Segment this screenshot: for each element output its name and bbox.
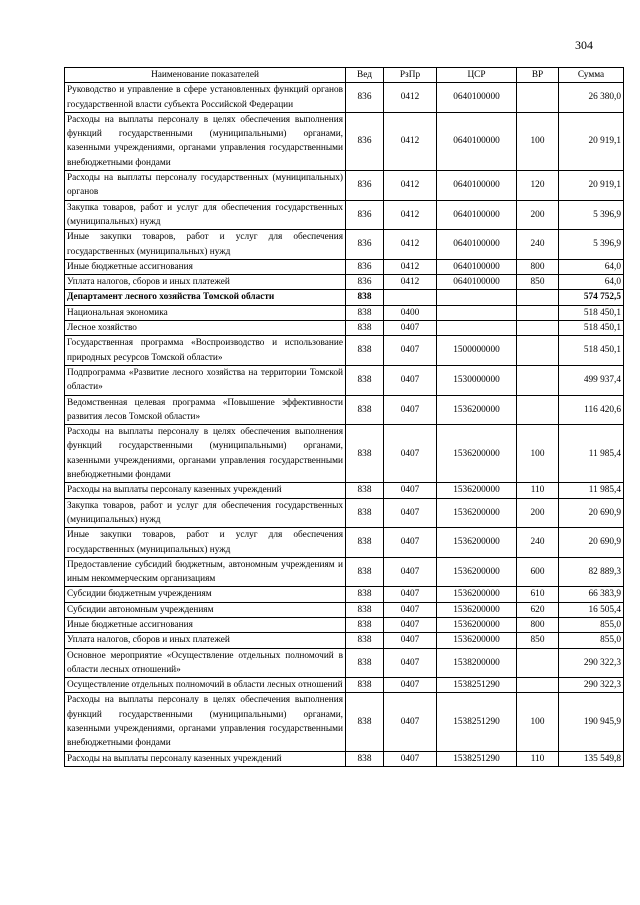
- cell-sum: 11 985,4: [559, 425, 624, 483]
- cell-csr: 0640100000: [437, 275, 517, 290]
- cell-sum: 64,0: [559, 259, 624, 274]
- cell-csr: 1538251290: [437, 693, 517, 751]
- cell-sum: 135 549,8: [559, 751, 624, 766]
- cell-vr: 200: [517, 200, 559, 230]
- table-row: [65, 275, 624, 290]
- cell-vr: 120: [517, 171, 559, 201]
- cell-name: Лесное хозяйство: [65, 321, 346, 336]
- cell-csr: 1536200000: [437, 528, 517, 558]
- cell-name: Предоставление субсидий бюджетным, автономным учреждениям и иным некоммерческим организациям: [65, 557, 346, 587]
- cell-rzpr: 0412: [384, 112, 437, 170]
- cell-rzpr: 0412: [384, 230, 437, 260]
- cell-vr: 240: [517, 230, 559, 260]
- cell-rzpr: 0407: [384, 693, 437, 751]
- cell-ved: 838: [346, 498, 384, 528]
- cell-ved: 838: [346, 305, 384, 320]
- cell-vr: 110: [517, 483, 559, 498]
- cell-rzpr: 0412: [384, 200, 437, 230]
- cell-name: Департамент лесного хозяйства Томской области: [65, 290, 346, 305]
- cell-name: Основное мероприятие «Осуществление отдельных полномочий в области лесных отношений»: [65, 648, 346, 678]
- cell-csr: 1538200000: [437, 648, 517, 678]
- cell-sum: 82 889,3: [559, 557, 624, 587]
- table-row: [65, 290, 624, 305]
- cell-sum: 116 420,6: [559, 395, 624, 425]
- table-row: [65, 678, 624, 693]
- cell-ved: 838: [346, 678, 384, 693]
- cell-sum: 290 322,3: [559, 648, 624, 678]
- table-row: [65, 425, 624, 483]
- table-row: [65, 751, 624, 766]
- cell-sum: 290 322,3: [559, 678, 624, 693]
- cell-sum: 855,0: [559, 633, 624, 648]
- cell-sum: 64,0: [559, 275, 624, 290]
- cell-sum: 20 690,9: [559, 498, 624, 528]
- cell-vr: 100: [517, 112, 559, 170]
- cell-rzpr: 0407: [384, 678, 437, 693]
- column-header-sum: Сумма: [559, 68, 624, 83]
- table-row: [65, 336, 624, 366]
- cell-csr: 1536200000: [437, 483, 517, 498]
- cell-name: Ведомственная целевая программа «Повышение эффективности развития лесов Томской области»: [65, 395, 346, 425]
- cell-name: Субсидии бюджетным учреждениям: [65, 587, 346, 602]
- cell-csr: [437, 290, 517, 305]
- cell-rzpr: 0407: [384, 648, 437, 678]
- cell-ved: 838: [346, 648, 384, 678]
- cell-csr: 1530000000: [437, 365, 517, 395]
- budget-table: [64, 67, 624, 767]
- cell-ved: 836: [346, 275, 384, 290]
- cell-csr: 1536200000: [437, 587, 517, 602]
- page-number: 304: [575, 38, 593, 52]
- table-row: [65, 617, 624, 632]
- cell-vr: 110: [517, 751, 559, 766]
- cell-rzpr: 0412: [384, 171, 437, 201]
- cell-sum: 574 752,5: [559, 290, 624, 305]
- table-row: [65, 321, 624, 336]
- cell-ved: 838: [346, 321, 384, 336]
- table-row: [65, 633, 624, 648]
- table-row: [65, 171, 624, 201]
- cell-name: Подпрограмма «Развитие лесного хозяйства на территории Томской области»: [65, 365, 346, 395]
- cell-sum: 855,0: [559, 617, 624, 632]
- cell-rzpr: 0407: [384, 498, 437, 528]
- cell-name: Уплата налогов, сборов и иных платежей: [65, 633, 346, 648]
- cell-sum: 16 505,4: [559, 602, 624, 617]
- cell-vr: 850: [517, 633, 559, 648]
- cell-name: Иные закупки товаров, работ и услуг для обеспечения государственных (муниципальных) нужд: [65, 230, 346, 260]
- table-row: [65, 395, 624, 425]
- cell-vr: 100: [517, 425, 559, 483]
- cell-vr: [517, 290, 559, 305]
- cell-ved: 838: [346, 290, 384, 305]
- cell-sum: 518 450,1: [559, 305, 624, 320]
- cell-sum: 11 985,4: [559, 483, 624, 498]
- cell-vr: [517, 321, 559, 336]
- cell-csr: 1538251290: [437, 678, 517, 693]
- column-header-ved: Вед: [346, 68, 384, 83]
- cell-ved: 838: [346, 336, 384, 366]
- cell-ved: 836: [346, 112, 384, 170]
- cell-vr: 620: [517, 602, 559, 617]
- cell-vr: [517, 648, 559, 678]
- table-row: [65, 230, 624, 260]
- cell-name: Расходы на выплаты персоналу государственных (муниципальных) органов: [65, 171, 346, 201]
- cell-csr: [437, 321, 517, 336]
- cell-name: Иные закупки товаров, работ и услуг для обеспечения государственных (муниципальных) нужд: [65, 528, 346, 558]
- cell-rzpr: 0407: [384, 602, 437, 617]
- cell-csr: 1538251290: [437, 751, 517, 766]
- cell-csr: 0640100000: [437, 200, 517, 230]
- cell-csr: 1536200000: [437, 425, 517, 483]
- cell-rzpr: [384, 290, 437, 305]
- table-body: [65, 83, 624, 767]
- cell-name: Расходы на выплаты персоналу казенных учреждений: [65, 483, 346, 498]
- cell-name: Закупка товаров, работ и услуг для обеспечения государственных (муниципальных) нужд: [65, 498, 346, 528]
- table-row: [65, 259, 624, 274]
- cell-vr: 100: [517, 693, 559, 751]
- cell-ved: 838: [346, 693, 384, 751]
- cell-sum: 5 396,9: [559, 230, 624, 260]
- cell-csr: 1536200000: [437, 617, 517, 632]
- cell-ved: 838: [346, 528, 384, 558]
- cell-name: Осуществление отдельных полномочий в области лесных отношений: [65, 678, 346, 693]
- cell-sum: 20 919,1: [559, 171, 624, 201]
- cell-name: Государственная программа «Воспроизводство и использование природных ресурсов Томской области»: [65, 336, 346, 366]
- cell-ved: 838: [346, 395, 384, 425]
- cell-name: Иные бюджетные ассигнования: [65, 259, 346, 274]
- cell-ved: 838: [346, 751, 384, 766]
- cell-ved: 838: [346, 617, 384, 632]
- cell-name: Национальная экономика: [65, 305, 346, 320]
- table-row: [65, 498, 624, 528]
- cell-rzpr: 0407: [384, 425, 437, 483]
- cell-vr: 850: [517, 275, 559, 290]
- cell-csr: 1536200000: [437, 602, 517, 617]
- cell-vr: [517, 395, 559, 425]
- cell-csr: 1536200000: [437, 633, 517, 648]
- cell-rzpr: 0412: [384, 83, 437, 113]
- table-row: [65, 365, 624, 395]
- table-row: [65, 305, 624, 320]
- table-row: [65, 602, 624, 617]
- cell-ved: 836: [346, 83, 384, 113]
- cell-name: Расходы на выплаты персоналу казенных учреждений: [65, 751, 346, 766]
- cell-name: Расходы на выплаты персоналу в целях обеспечения выполнения функций государственными (муниципальными) органами, казенными учреждениями, органами управления государственными внебюджетными фондами: [65, 693, 346, 751]
- cell-rzpr: 0407: [384, 336, 437, 366]
- cell-vr: [517, 365, 559, 395]
- cell-rzpr: 0400: [384, 305, 437, 320]
- cell-vr: 610: [517, 587, 559, 602]
- table-row: [65, 557, 624, 587]
- cell-ved: 838: [346, 602, 384, 617]
- cell-rzpr: 0407: [384, 617, 437, 632]
- table-row: [65, 693, 624, 751]
- cell-ved: 836: [346, 171, 384, 201]
- cell-name: Субсидии автономным учреждениям: [65, 602, 346, 617]
- cell-sum: 499 937,4: [559, 365, 624, 395]
- cell-name: Расходы на выплаты персоналу в целях обеспечения выполнения функций государственными (муниципальными) органами, казенными учреждениями, органами управления государственными внебюджетными фондами: [65, 425, 346, 483]
- cell-csr: 0640100000: [437, 83, 517, 113]
- column-header-rzpr: РзПр: [384, 68, 437, 83]
- cell-csr: 1536200000: [437, 395, 517, 425]
- cell-ved: 838: [346, 365, 384, 395]
- cell-vr: [517, 83, 559, 113]
- table-row: [65, 200, 624, 230]
- cell-vr: 800: [517, 617, 559, 632]
- cell-csr: [437, 305, 517, 320]
- column-header-vr: ВР: [517, 68, 559, 83]
- cell-vr: 600: [517, 557, 559, 587]
- cell-rzpr: 0407: [384, 483, 437, 498]
- cell-sum: 518 450,1: [559, 321, 624, 336]
- cell-ved: 838: [346, 557, 384, 587]
- cell-rzpr: 0412: [384, 275, 437, 290]
- cell-rzpr: 0407: [384, 365, 437, 395]
- cell-ved: 838: [346, 633, 384, 648]
- cell-rzpr: 0412: [384, 259, 437, 274]
- cell-sum: 20 690,9: [559, 528, 624, 558]
- cell-name: Закупка товаров, работ и услуг для обеспечения государственных (муниципальных) нужд: [65, 200, 346, 230]
- cell-sum: 26 380,0: [559, 83, 624, 113]
- cell-rzpr: 0407: [384, 395, 437, 425]
- cell-vr: [517, 678, 559, 693]
- cell-csr: 0640100000: [437, 259, 517, 274]
- cell-vr: 240: [517, 528, 559, 558]
- cell-rzpr: 0407: [384, 321, 437, 336]
- cell-name: Руководство и управление в сфере установленных функций органов государственной власти субъекта Российской Федерации: [65, 83, 346, 113]
- cell-ved: 836: [346, 230, 384, 260]
- cell-vr: 800: [517, 259, 559, 274]
- cell-csr: 1536200000: [437, 498, 517, 528]
- column-header-csr: ЦСР: [437, 68, 517, 83]
- cell-ved: 836: [346, 200, 384, 230]
- cell-vr: 200: [517, 498, 559, 528]
- cell-ved: 838: [346, 425, 384, 483]
- cell-rzpr: 0407: [384, 557, 437, 587]
- table-row: [65, 112, 624, 170]
- cell-ved: 838: [346, 587, 384, 602]
- cell-csr: 0640100000: [437, 112, 517, 170]
- table-row: [65, 587, 624, 602]
- cell-vr: [517, 305, 559, 320]
- cell-csr: 0640100000: [437, 171, 517, 201]
- cell-ved: 836: [346, 259, 384, 274]
- table-header-row: [65, 68, 624, 83]
- table-row: [65, 83, 624, 113]
- cell-name: Иные бюджетные ассигнования: [65, 617, 346, 632]
- cell-rzpr: 0407: [384, 751, 437, 766]
- cell-vr: [517, 336, 559, 366]
- cell-csr: 1500000000: [437, 336, 517, 366]
- cell-name: Уплата налогов, сборов и иных платежей: [65, 275, 346, 290]
- cell-ved: 838: [346, 483, 384, 498]
- cell-sum: 66 383,9: [559, 587, 624, 602]
- cell-csr: 0640100000: [437, 230, 517, 260]
- table-row: [65, 648, 624, 678]
- cell-csr: 1536200000: [437, 557, 517, 587]
- cell-rzpr: 0407: [384, 633, 437, 648]
- cell-name: Расходы на выплаты персоналу в целях обеспечения выполнения функций государственными (муниципальными) органами, казенными учреждениями, органами управления государственными внебюджетными фондами: [65, 112, 346, 170]
- column-header-name: Наименование показателей: [65, 68, 346, 83]
- cell-rzpr: 0407: [384, 587, 437, 602]
- cell-sum: 190 945,9: [559, 693, 624, 751]
- table-row: [65, 483, 624, 498]
- cell-sum: 20 919,1: [559, 112, 624, 170]
- table-row: [65, 528, 624, 558]
- cell-rzpr: 0407: [384, 528, 437, 558]
- cell-sum: 5 396,9: [559, 200, 624, 230]
- cell-sum: 518 450,1: [559, 336, 624, 366]
